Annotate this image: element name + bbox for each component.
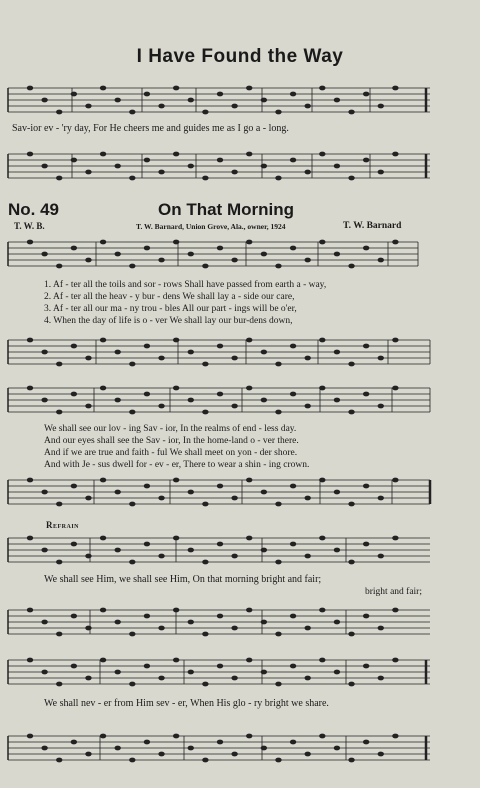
notehead <box>202 560 208 565</box>
notehead <box>100 86 106 91</box>
refrain-echo: bright and fair; <box>365 587 422 597</box>
notehead <box>100 386 106 391</box>
notehead <box>261 252 267 257</box>
notehead <box>261 548 267 553</box>
notehead <box>363 542 369 547</box>
notehead <box>144 92 150 97</box>
notehead <box>144 664 150 669</box>
notehead <box>275 264 281 269</box>
notehead <box>173 338 179 343</box>
notehead <box>319 734 325 739</box>
notehead <box>41 398 47 403</box>
notehead <box>158 496 164 501</box>
notehead <box>246 734 252 739</box>
notehead <box>334 490 340 495</box>
notehead <box>71 484 77 489</box>
notehead <box>246 386 252 391</box>
notehead <box>392 608 398 613</box>
notehead <box>188 490 194 495</box>
notehead <box>290 246 296 251</box>
notehead <box>129 264 135 269</box>
notehead <box>319 478 325 483</box>
notehead <box>217 92 223 97</box>
notehead <box>41 490 47 495</box>
notehead <box>290 740 296 745</box>
verse-b-line-4: And with Je - sus dwell for - ev - er, There to wear a shin - ing crown. <box>44 460 310 470</box>
refrain-line-1: We shall see Him, we shall see Him, On that morning bright and fair; <box>44 574 322 585</box>
notehead <box>378 626 384 631</box>
notehead <box>392 152 398 157</box>
notehead <box>275 502 281 507</box>
notehead <box>41 252 47 257</box>
notehead <box>144 614 150 619</box>
notehead <box>71 246 77 251</box>
notehead <box>304 404 310 409</box>
notehead <box>290 542 296 547</box>
notehead <box>158 258 164 263</box>
notehead <box>85 170 91 175</box>
notehead <box>348 410 354 415</box>
notehead <box>392 478 398 483</box>
notehead <box>85 752 91 757</box>
composer-name: T. W. Barnard <box>343 221 402 231</box>
notehead <box>158 104 164 109</box>
notehead <box>144 392 150 397</box>
notehead <box>85 104 91 109</box>
notehead <box>261 164 267 169</box>
notehead <box>363 344 369 349</box>
notehead <box>334 548 340 553</box>
notehead <box>319 608 325 613</box>
notehead <box>348 560 354 565</box>
notehead <box>41 670 47 675</box>
notehead <box>56 682 62 687</box>
notehead <box>319 536 325 541</box>
notehead <box>363 246 369 251</box>
verse-a-line-4: 4. When the day of life is o - ver We shall lay our bur-dens down, <box>44 316 293 326</box>
notehead <box>173 386 179 391</box>
notehead <box>231 170 237 175</box>
lyricist-initials: T. W. B. <box>14 221 45 231</box>
notehead <box>129 758 135 763</box>
notehead <box>275 176 281 181</box>
notehead <box>202 758 208 763</box>
notehead <box>348 502 354 507</box>
notehead <box>100 658 106 663</box>
notehead <box>27 734 33 739</box>
notehead <box>173 478 179 483</box>
notehead <box>114 350 120 355</box>
notehead <box>392 338 398 343</box>
notehead <box>348 758 354 763</box>
notehead <box>275 560 281 565</box>
notehead <box>392 86 398 91</box>
notehead <box>261 490 267 495</box>
notehead <box>231 104 237 109</box>
notehead <box>217 484 223 489</box>
notehead <box>217 740 223 745</box>
notehead <box>246 240 252 245</box>
verse-b-line-3: And if we are true and faith - ful We shall meet on yon - der shore. <box>44 448 298 458</box>
notehead <box>100 152 106 157</box>
notehead <box>334 252 340 257</box>
notehead <box>188 350 194 355</box>
notehead <box>56 410 62 415</box>
notehead <box>290 614 296 619</box>
staff-treble-2 <box>0 236 480 276</box>
staff-bass-1 <box>0 148 480 188</box>
notehead <box>304 496 310 501</box>
notehead <box>319 152 325 157</box>
notehead <box>129 410 135 415</box>
notehead <box>378 356 384 361</box>
notehead <box>334 620 340 625</box>
notehead <box>217 542 223 547</box>
notehead <box>363 92 369 97</box>
notehead <box>144 158 150 163</box>
notehead <box>246 608 252 613</box>
notehead <box>202 362 208 367</box>
notehead <box>56 362 62 367</box>
notehead <box>378 496 384 501</box>
notehead <box>158 676 164 681</box>
staff-treble-3 <box>0 382 480 422</box>
notehead <box>114 252 120 257</box>
notehead <box>100 536 106 541</box>
notehead <box>173 86 179 91</box>
notehead <box>290 664 296 669</box>
notehead <box>41 746 47 751</box>
notehead <box>231 356 237 361</box>
notehead <box>202 632 208 637</box>
notehead <box>71 614 77 619</box>
notehead <box>392 536 398 541</box>
notehead <box>27 152 33 157</box>
notehead <box>348 176 354 181</box>
notehead <box>85 676 91 681</box>
notehead <box>114 164 120 169</box>
notehead <box>188 746 194 751</box>
notehead <box>56 560 62 565</box>
notehead <box>217 246 223 251</box>
verse-a-line-2: 2. Af - ter all the heav - y bur - dens We shall lay a - side our care, <box>44 292 295 302</box>
notehead <box>246 536 252 541</box>
notehead <box>85 356 91 361</box>
notehead <box>217 344 223 349</box>
notehead <box>27 608 33 613</box>
notehead <box>319 658 325 663</box>
notehead <box>261 670 267 675</box>
notehead <box>129 502 135 507</box>
notehead <box>71 344 77 349</box>
notehead <box>129 176 135 181</box>
notehead <box>158 356 164 361</box>
notehead <box>129 682 135 687</box>
notehead <box>144 246 150 251</box>
notehead <box>188 670 194 675</box>
notehead <box>41 164 47 169</box>
notehead <box>378 676 384 681</box>
verse-a-line-3: 3. Af - ter all our ma - ny trou - bles All our part - ings will be o'er, <box>44 304 297 314</box>
notehead <box>348 110 354 115</box>
notehead <box>378 752 384 757</box>
staff-bass-4 <box>0 604 480 644</box>
notehead <box>27 658 33 663</box>
notehead <box>261 620 267 625</box>
notehead <box>27 386 33 391</box>
notehead <box>85 496 91 501</box>
notehead <box>173 536 179 541</box>
notehead <box>304 258 310 263</box>
notehead <box>392 658 398 663</box>
notehead <box>231 676 237 681</box>
notehead <box>217 614 223 619</box>
notehead <box>114 98 120 103</box>
verse-b-line-2: And our eyes shall see the Sav - ior, In the home-land o - ver there. <box>44 436 299 446</box>
notehead <box>114 746 120 751</box>
notehead <box>217 392 223 397</box>
notehead <box>114 670 120 675</box>
notehead <box>304 554 310 559</box>
notehead <box>231 554 237 559</box>
notehead <box>56 110 62 115</box>
staff-bass-3 <box>0 474 480 514</box>
notehead <box>304 104 310 109</box>
notehead <box>261 350 267 355</box>
notehead <box>188 398 194 403</box>
notehead <box>202 502 208 507</box>
notehead <box>334 164 340 169</box>
notehead <box>363 664 369 669</box>
notehead <box>202 410 208 415</box>
notehead <box>85 258 91 263</box>
staff-bass-5 <box>0 730 480 770</box>
notehead <box>290 484 296 489</box>
notehead <box>275 758 281 763</box>
notehead <box>334 398 340 403</box>
notehead <box>85 554 91 559</box>
notehead <box>71 542 77 547</box>
refrain-line-2: We shall nev - er from Him sev - er, When His glo - ry bright we share. <box>44 698 329 709</box>
notehead <box>56 502 62 507</box>
notehead <box>158 170 164 175</box>
notehead <box>319 86 325 91</box>
notehead <box>363 484 369 489</box>
notehead <box>100 338 106 343</box>
notehead <box>231 404 237 409</box>
staff-bass-2 <box>0 334 480 374</box>
notehead <box>348 682 354 687</box>
notehead <box>144 542 150 547</box>
notehead <box>246 658 252 663</box>
notehead <box>334 98 340 103</box>
notehead <box>114 620 120 625</box>
notehead <box>304 356 310 361</box>
notehead <box>41 350 47 355</box>
notehead <box>71 392 77 397</box>
staff-treble-4 <box>0 532 480 572</box>
notehead <box>129 560 135 565</box>
notehead <box>261 398 267 403</box>
notehead <box>41 98 47 103</box>
notehead <box>392 734 398 739</box>
notehead <box>56 632 62 637</box>
notehead <box>319 240 325 245</box>
notehead <box>319 338 325 343</box>
notehead <box>290 158 296 163</box>
hymn-title-on-that-morning: On That Morning <box>158 200 294 219</box>
notehead <box>100 734 106 739</box>
refrain-label: Refrain <box>46 520 80 530</box>
notehead <box>231 496 237 501</box>
notehead <box>231 626 237 631</box>
notehead <box>100 608 106 613</box>
notehead <box>363 614 369 619</box>
hymn-number: No. 49 <box>8 200 60 219</box>
notehead <box>158 626 164 631</box>
notehead <box>114 548 120 553</box>
notehead <box>27 240 33 245</box>
notehead <box>304 170 310 175</box>
notehead <box>348 264 354 269</box>
notehead <box>71 740 77 745</box>
notehead <box>41 620 47 625</box>
notehead <box>27 478 33 483</box>
notehead <box>202 110 208 115</box>
notehead <box>275 362 281 367</box>
notehead <box>144 344 150 349</box>
notehead <box>378 170 384 175</box>
notehead <box>27 338 33 343</box>
notehead <box>378 404 384 409</box>
notehead <box>100 240 106 245</box>
copyright-note: T. W. Barnard, Union Grove, Ala., owner, 1924 <box>136 222 286 231</box>
notehead <box>85 404 91 409</box>
verse-a-line-1: 1. Af - ter all the toils and sor - rows Shall have passed from earth a - way, <box>44 280 327 290</box>
notehead <box>334 670 340 675</box>
notehead <box>173 152 179 157</box>
notehead <box>188 98 194 103</box>
notehead <box>348 362 354 367</box>
notehead <box>290 344 296 349</box>
notehead <box>290 92 296 97</box>
notehead <box>56 758 62 763</box>
notehead <box>56 176 62 181</box>
notehead <box>129 632 135 637</box>
notehead <box>158 752 164 757</box>
notehead <box>246 478 252 483</box>
notehead <box>173 734 179 739</box>
notehead <box>378 554 384 559</box>
notehead <box>363 158 369 163</box>
notehead <box>188 620 194 625</box>
notehead <box>392 386 398 391</box>
notehead <box>275 110 281 115</box>
notehead <box>129 362 135 367</box>
staff-treble-5 <box>0 654 480 694</box>
notehead <box>217 664 223 669</box>
notehead <box>202 264 208 269</box>
notehead <box>348 632 354 637</box>
notehead <box>304 676 310 681</box>
notehead <box>261 746 267 751</box>
hymn1-lyric: Sav-ior ev - 'ry day, For He cheers me and guides me as I go a - long. <box>12 123 289 134</box>
notehead <box>319 386 325 391</box>
notehead <box>173 608 179 613</box>
notehead <box>378 104 384 109</box>
notehead <box>217 158 223 163</box>
notehead <box>275 410 281 415</box>
notehead <box>202 682 208 687</box>
notehead <box>71 158 77 163</box>
notehead <box>27 86 33 91</box>
notehead <box>304 626 310 631</box>
notehead <box>188 164 194 169</box>
notehead <box>231 258 237 263</box>
hymn-title-found-the-way: I Have Found the Way <box>136 46 344 67</box>
notehead <box>100 478 106 483</box>
notehead <box>188 252 194 257</box>
notehead <box>114 398 120 403</box>
notehead <box>188 548 194 553</box>
notehead <box>144 740 150 745</box>
staff-treble-1 <box>0 82 480 122</box>
notehead <box>71 92 77 97</box>
notehead <box>231 752 237 757</box>
notehead <box>392 240 398 245</box>
notehead <box>275 632 281 637</box>
notehead <box>173 240 179 245</box>
notehead <box>290 392 296 397</box>
notehead <box>144 484 150 489</box>
notehead <box>261 98 267 103</box>
notehead <box>275 682 281 687</box>
notehead <box>246 152 252 157</box>
notehead <box>56 264 62 269</box>
notehead <box>27 536 33 541</box>
notehead <box>304 752 310 757</box>
notehead <box>158 404 164 409</box>
notehead <box>334 746 340 751</box>
notehead <box>246 338 252 343</box>
notehead <box>363 392 369 397</box>
notehead <box>378 258 384 263</box>
notehead <box>129 110 135 115</box>
notehead <box>41 548 47 553</box>
notehead <box>202 176 208 181</box>
verse-b-line-1: We shall see our lov - ing Sav - ior, In the realms of end - less day. <box>44 424 297 434</box>
notehead <box>85 626 91 631</box>
notehead <box>158 554 164 559</box>
notehead <box>334 350 340 355</box>
notehead <box>71 664 77 669</box>
notehead <box>363 740 369 745</box>
notehead <box>246 86 252 91</box>
notehead <box>114 490 120 495</box>
notehead <box>173 658 179 663</box>
